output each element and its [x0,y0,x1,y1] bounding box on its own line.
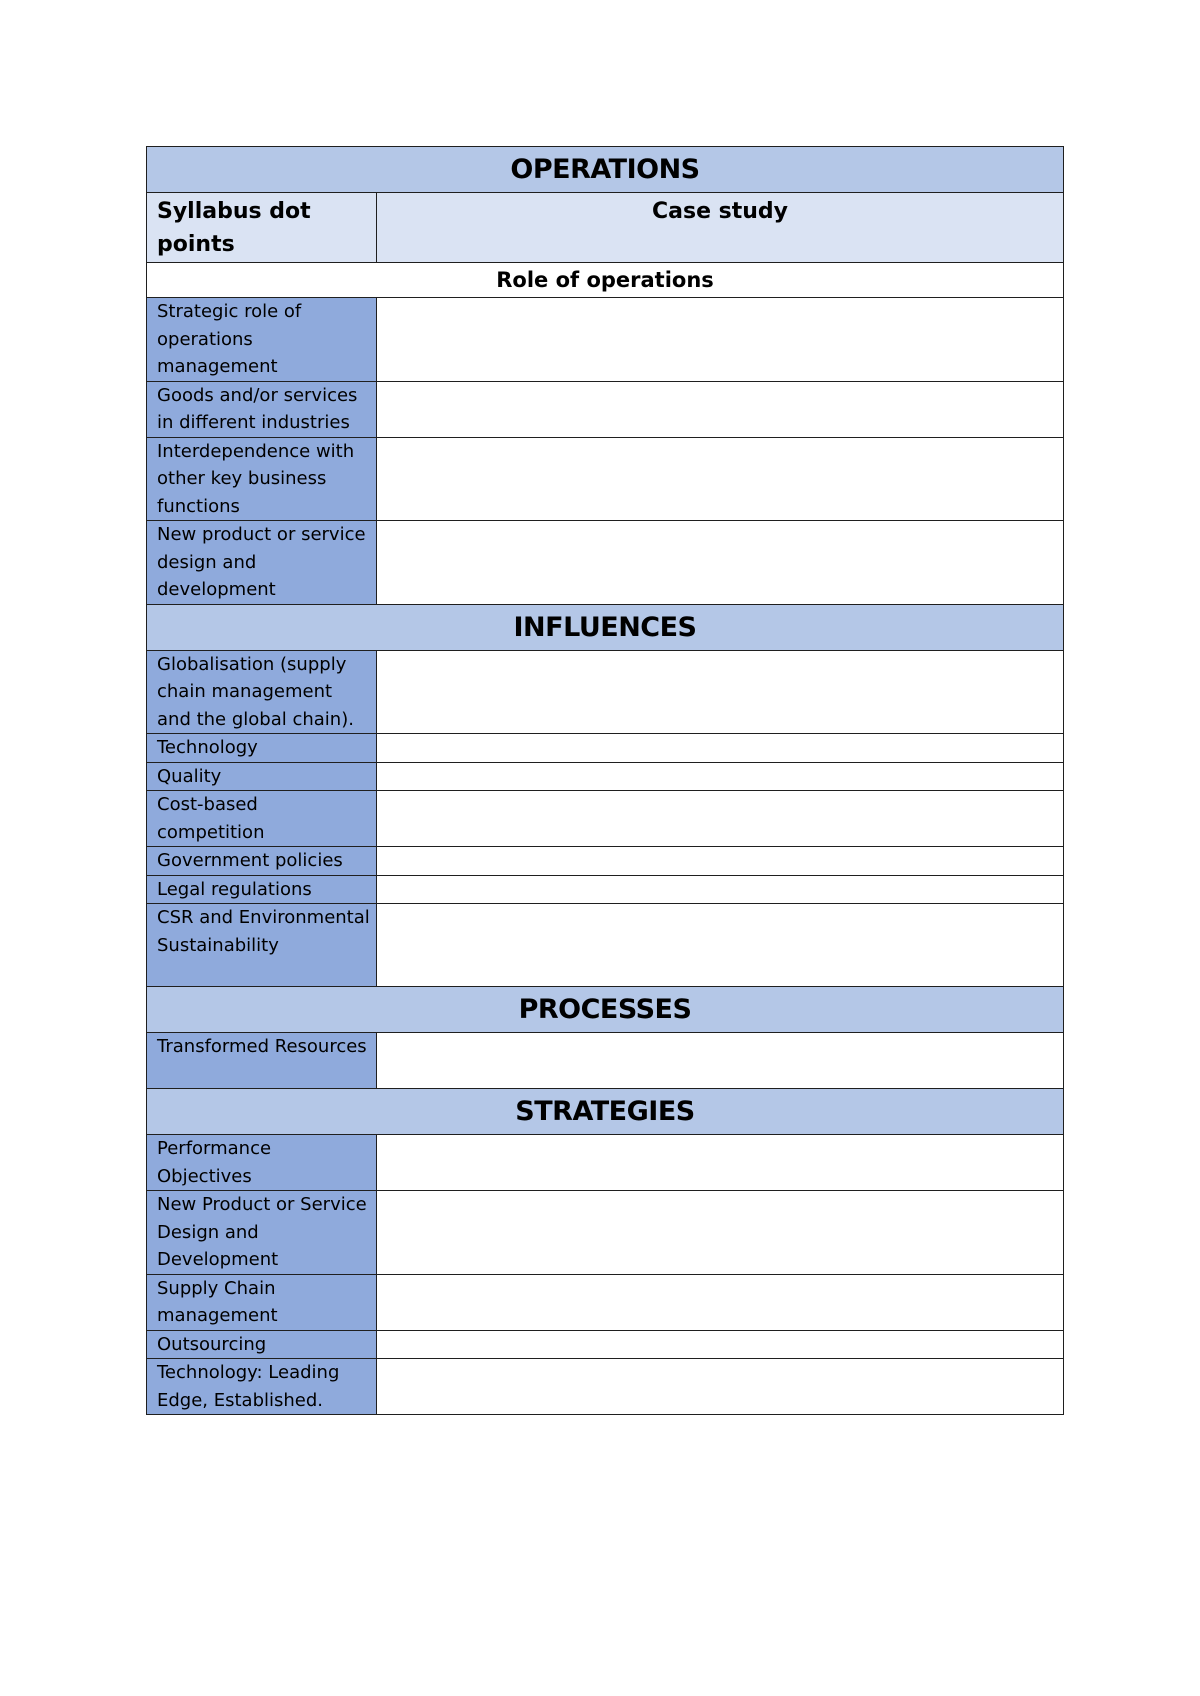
table-row [147,437,1064,521]
section-processes [147,987,1064,1033]
table-row [147,904,1064,987]
section-title-influences: INFLUENCES [147,604,1064,650]
case-study-cell[interactable] [377,381,1064,437]
row-label-goods-services: Goods and/or services in different industries [147,381,377,437]
row-label-quality: Quality [147,762,377,791]
case-study-cell[interactable] [377,298,1064,382]
row-label-new-product-service: New Product or Service Design and Development [147,1191,377,1275]
table-row [147,791,1064,847]
section-title-strategies: STRATEGIES [147,1089,1064,1135]
row-label-legal-regulations: Legal regulations [147,875,377,904]
section-influences [147,604,1064,650]
row-label-interdependence: Interdependence with other key business functions [147,437,377,521]
case-study-cell[interactable] [377,1191,1064,1275]
case-study-cell[interactable] [377,875,1064,904]
case-study-cell[interactable] [377,734,1064,763]
table-row [147,847,1064,876]
row-label-government-policies: Government policies [147,847,377,876]
table-row [147,298,1064,382]
case-study-cell[interactable] [377,1135,1064,1191]
row-label-technology-leading-edge: Technology: Leading Edge, Established. [147,1359,377,1415]
case-study-cell[interactable] [377,791,1064,847]
case-study-cell[interactable] [377,521,1064,605]
section-title-processes: PROCESSES [147,987,1064,1033]
case-study-cell[interactable] [377,650,1064,734]
row-label-outsourcing: Outsourcing [147,1330,377,1359]
case-study-cell[interactable] [377,1359,1064,1415]
row-label-strategic-role: Strategic role of operations management [147,298,377,382]
table-row [147,1135,1064,1191]
row-label-new-product-design: New product or service design and development [147,521,377,605]
case-study-cell[interactable] [377,762,1064,791]
section-strategies [147,1089,1064,1135]
table-row [147,381,1064,437]
row-label-transformed-resources: Transformed Resources [147,1033,377,1089]
case-study-cell[interactable] [377,1274,1064,1330]
table-header-row [147,193,1064,263]
worksheet-page [146,146,1063,1415]
case-study-cell[interactable] [377,904,1064,987]
row-label-csr-sustainability: CSR and Environmental Sustainability [147,904,377,987]
case-study-cell[interactable] [377,1330,1064,1359]
header-case-study: Case study [377,193,1064,263]
table-row [147,650,1064,734]
row-label-globalisation: Globalisation (supply chain management and the global chain). [147,650,377,734]
table-row [147,1330,1064,1359]
row-label-cost-based-competition: Cost-based competition [147,791,377,847]
subheading-row [147,263,1064,298]
case-study-cell[interactable] [377,847,1064,876]
header-syllabus-dot-points: Syllabus dot points [147,193,377,263]
case-study-cell[interactable] [377,437,1064,521]
case-study-cell[interactable] [377,1033,1064,1089]
table-row [147,875,1064,904]
row-label-supply-chain: Supply Chain management [147,1274,377,1330]
table-row [147,521,1064,605]
table-row [147,1191,1064,1275]
section-operations [147,147,1064,193]
subheading-role-of-operations: Role of operations [147,263,1064,298]
row-label-performance-objectives: Performance Objectives [147,1135,377,1191]
row-label-technology: Technology [147,734,377,763]
section-title-operations: OPERATIONS [147,147,1064,193]
table-row [147,1274,1064,1330]
operations-table [146,146,1064,1415]
table-row [147,1359,1064,1415]
table-row [147,1033,1064,1089]
table-row [147,734,1064,763]
table-row [147,762,1064,791]
